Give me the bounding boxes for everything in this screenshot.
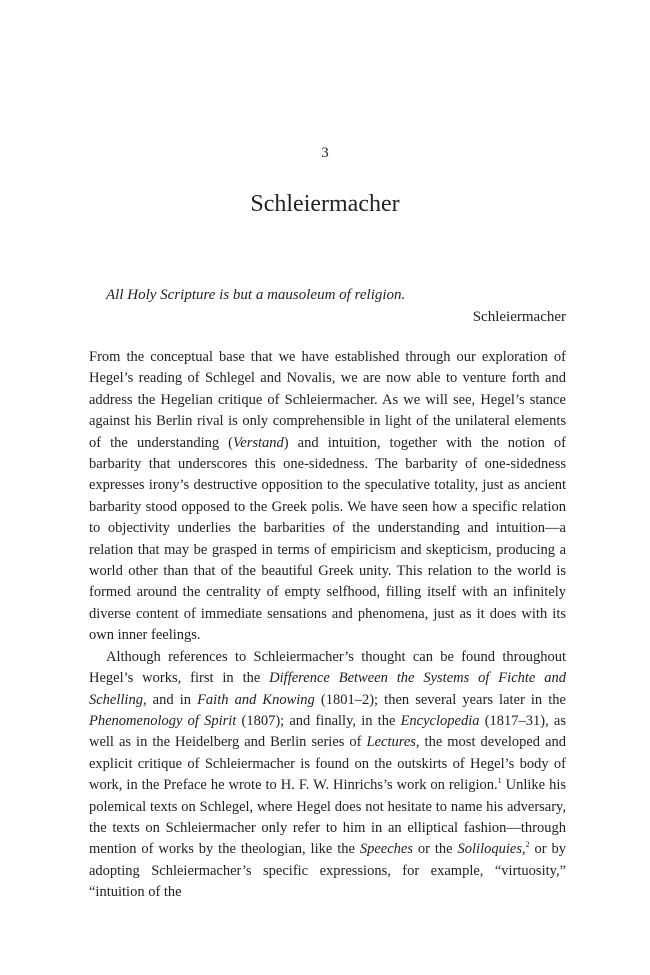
paragraph-2-segment: or by adopting Schleiermacher’s specific expressions, for example, “virtuosity,” “intuition of the [89,841,566,901]
paragraph-2-segment: , the most developed and explicit critique of Schleiermacher is found on the outskirts of Hegel’s body of work, in the Preface he wrote to H. F. W. Hinrichs’s work on religion. [89,734,567,794]
chapter-title: Schleiermacher [250,191,400,217]
footnote-marker-1[interactable]: 1 [497,776,502,786]
work-title-difference: Difference Between the Systems of Fichte and Schelling [89,670,566,708]
paragraph-1-text-c: ) and intuition, together with the notion of barbarity that underscores this one-sidedness. The barbarity of one-sidedness expresses irony’s destructive opposition to the speculative totality, just as ancient barbarity stood opposed to the Greek polis. We have seen how a specific relation to objectivity underlies the barbarities of the understanding and intuition—a relation that may be grasped in terms of empiricism and skepticism, producing a world other than that of the beautiful Greek unity. This relation to the world is formed around the centrality of empty selfhood, filling itself with an infinitely diverse content of immediate sensations and phenomena, just as it does with its own inner feelings. [89,434,566,644]
paragraph-2-segment: or the [412,841,458,858]
epigraph-source: Schleiermacher [472,309,566,325]
paragraph-2-segment: (1807); and finally, in the [236,712,401,729]
paragraph-2-segment: Although references to Schleiermacher’s thought can be found throughout Hegel’s works, first in the [89,648,566,687]
paragraph-2-segment: Unlike his polemical texts on Schlegel, where Hegel does not hesitate to name his adversary, the texts on Schleiermacher only refer to him in an elliptical fashion—through mention of works by the theologian, like the [89,777,566,858]
work-title-speeches: Speeches [359,841,413,858]
paragraph-2-segment: (1801–2); then several years later in the [314,691,566,708]
paragraph-1 [89,347,566,647]
work-title-lectures: Lectures [366,734,416,751]
paragraph-2 [89,647,566,904]
epigraph [106,285,566,327]
paragraph-1-text-a: From the conceptual base that we have established through our exploration of Hegel’s reading of Schlegel and Novalis, we are now able to venture forth and address the Hegelian critique of Schleiermacher. As we will see, Hegel’s stance against his Berlin rival is only comprehensible in light of the unilateral elements of the understanding ( [89,349,566,451]
work-title-encyclopedia: Encyclopedia [400,712,480,729]
epigraph-quote: All Holy Scripture is but a mausoleum of religion. [106,287,406,303]
paragraph-2-segment: , [521,841,526,858]
paragraph-2-segment: (1817–31), as well as in the Heidelberg and Berlin series of [89,712,566,751]
body-text [89,347,566,904]
paragraph-1-term-verstand: Verstand [233,434,284,451]
work-title-phenomenology: Phenomenology of Spirit [89,712,237,729]
work-title-soliloquies: Soliloquies [457,841,522,858]
chapter-number: 3 [321,145,329,161]
paragraph-2-segment: , and in [142,691,198,708]
footnote-marker-2[interactable]: 2 [525,840,530,850]
work-title-faith-and-knowing: Faith and Knowing [197,691,315,708]
